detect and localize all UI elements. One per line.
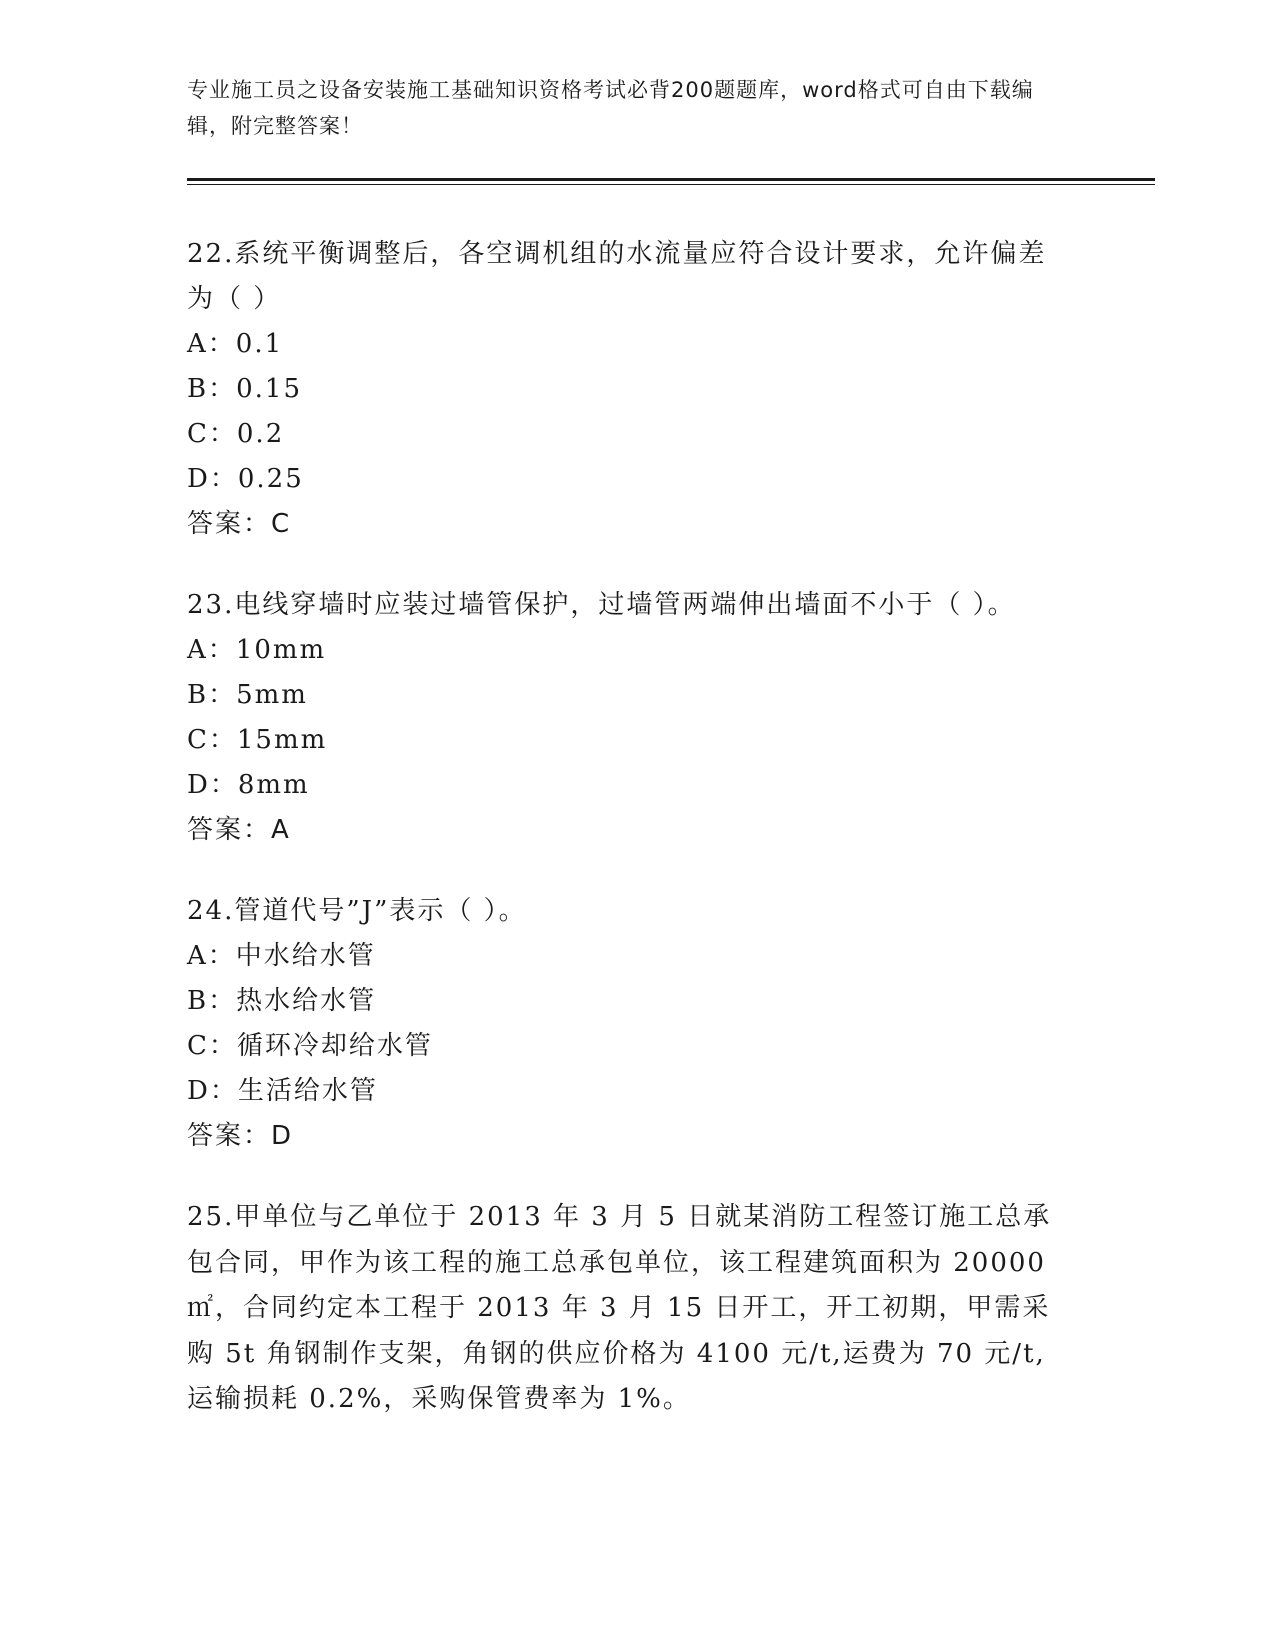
option-b: B：0.15 <box>187 374 302 404</box>
header-divider-thin <box>187 184 1155 185</box>
option-d: D：8mm <box>187 770 310 800</box>
option-d: D：生活给水管 <box>187 1076 378 1106</box>
question-stem: 24.管道代号”J”表示（ ）。 <box>187 896 527 926</box>
question-list <box>187 232 1067 1459</box>
answer-line: 答案：C <box>187 509 292 539</box>
option-d: D：0.25 <box>187 464 304 494</box>
question-stem: 25.甲单位与乙单位于 2013 年 3 月 5 日就某消防工程签订施工总承包合同，甲作为该工程的施工总承包单位，该工程建筑面积为 20000㎡，合同约定本工程于 2013 年 3 月 15 日开工，开工初期，甲需采购 5t 角钢制作支架，角钢的供应价格为 4100 元/t,运费为 70 元/t,运输损耗 0.2%，采购保管费率为 1%。 <box>187 1202 1052 1414</box>
document-header: 专业施工员之设备安装施工基础知识资格考试必背200题题库，word格式可自由下载编辑，附完整答案！ <box>187 78 1034 138</box>
question-22 <box>187 232 1067 547</box>
answer-line: 答案：D <box>187 1121 294 1151</box>
question-23 <box>187 583 1067 853</box>
option-c: C：0.2 <box>187 419 285 449</box>
option-a: A：中水给水管 <box>187 941 376 971</box>
header-divider-thick <box>187 178 1155 181</box>
option-a: A：10mm <box>187 635 327 665</box>
option-b: B：5mm <box>187 680 308 710</box>
question-stem: 23.电线穿墙时应装过墙管保护，过墙管两端伸出墙面不小于（ ）。 <box>187 590 1016 620</box>
option-c: C：循环冷却给水管 <box>187 1031 433 1061</box>
question-25 <box>187 1195 1067 1423</box>
option-b: B：热水给水管 <box>187 986 377 1016</box>
option-c: C：15mm <box>187 725 328 755</box>
question-24 <box>187 889 1067 1159</box>
answer-line: 答案：A <box>187 815 291 845</box>
option-a: A：0.1 <box>187 329 284 359</box>
question-stem: 22.系统平衡调整后，各空调机组的水流量应符合设计要求，允许偏差为（ ） <box>187 239 1047 314</box>
